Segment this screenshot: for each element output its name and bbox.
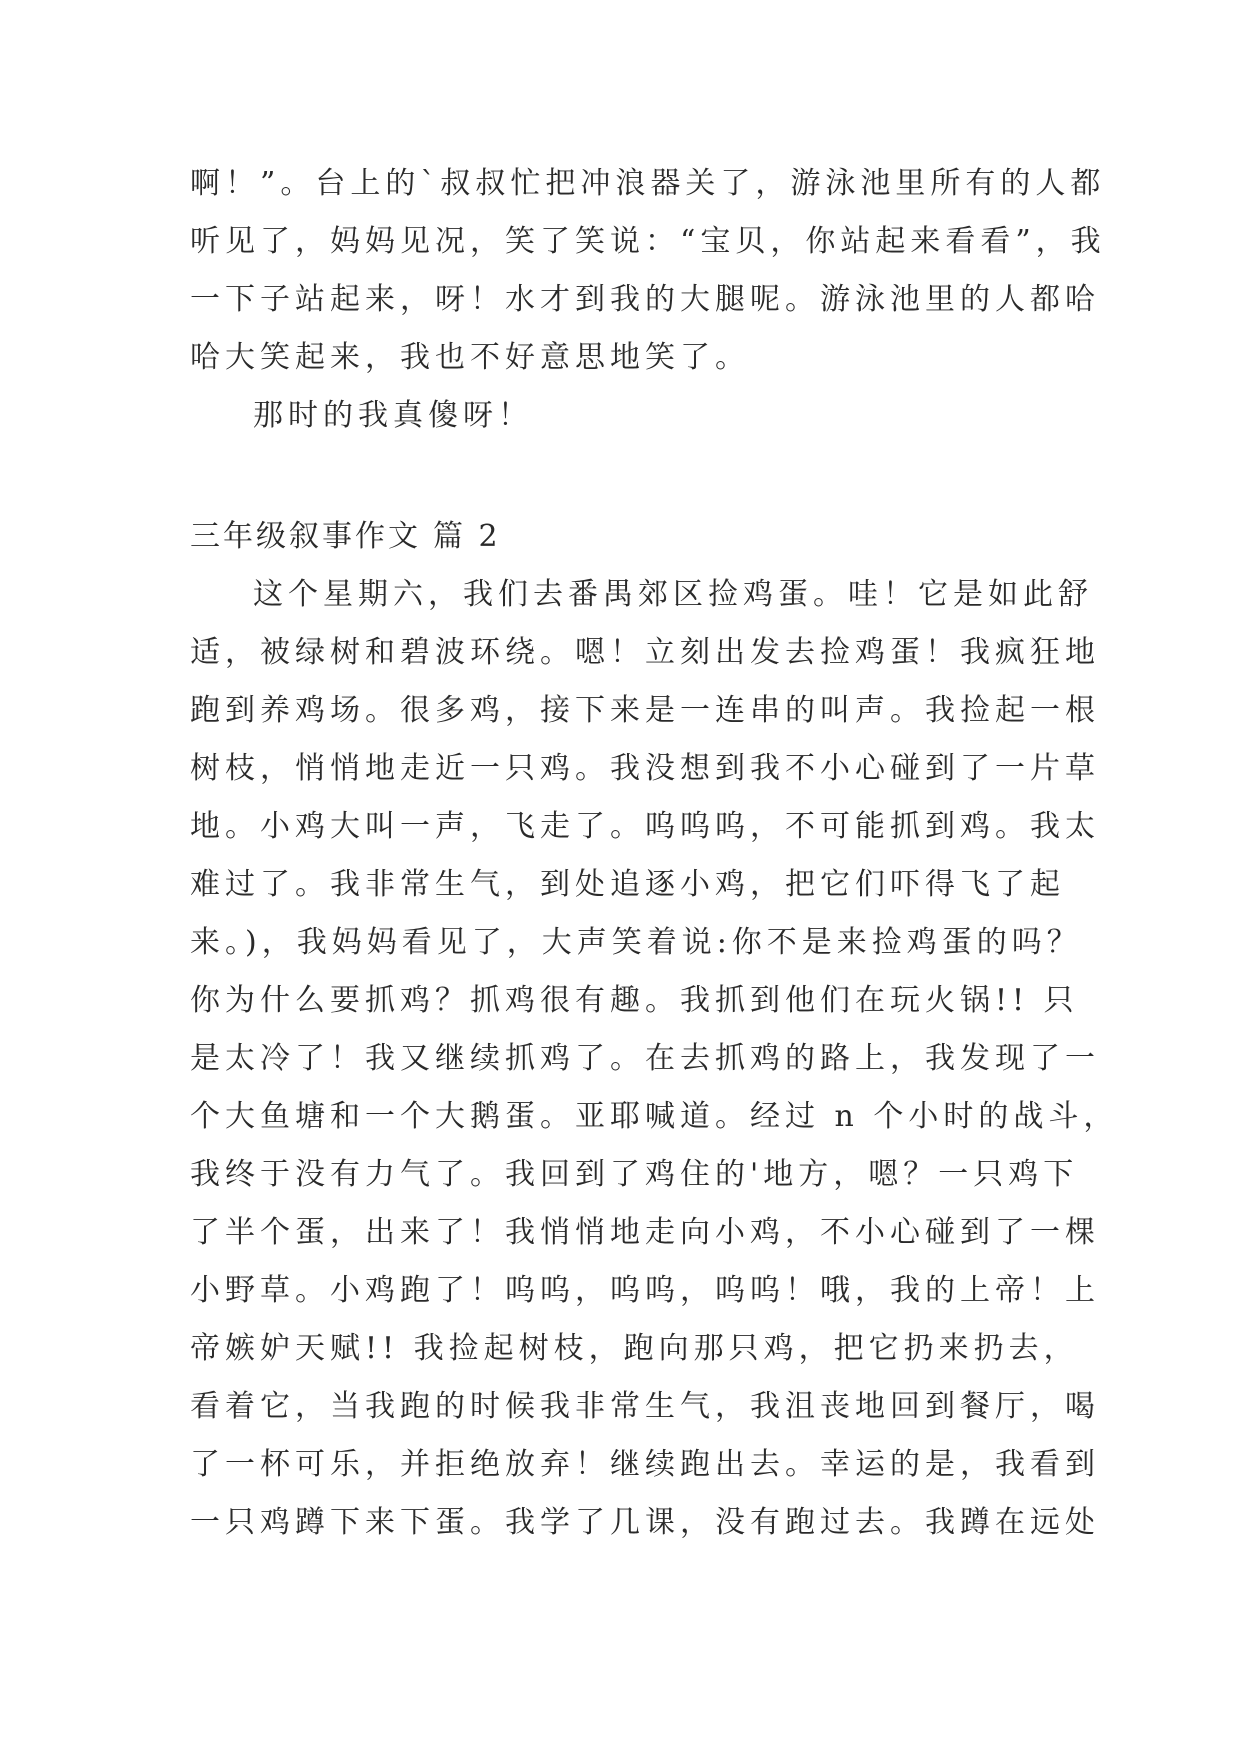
text-line: 这个星期六，我们去番禺郊区捡鸡蛋。哇！它是如此舒 <box>253 577 1093 612</box>
text-line: 跑到养鸡场。很多鸡，接下来是一连串的叫声。我捡起一根 <box>190 693 1100 728</box>
text-line: 适，被绿树和碧波环绕。嗯！立刻出发去捡鸡蛋！我疯狂地 <box>190 635 1100 670</box>
text-line: 难过了。我非常生气，到处追逐小鸡，把它们吓得飞了起 <box>190 867 1065 902</box>
text-line: 一只鸡蹲下来下蛋。我学了几课，没有跑过去。我蹲在远处 <box>190 1505 1100 1540</box>
text-line: 是太冷了！我又继续抓鸡了。在去抓鸡的路上，我发现了一 <box>190 1041 1100 1076</box>
text-line: 了半个蛋，出来了！我悄悄地走向小鸡，不小心碰到了一棵 <box>190 1215 1100 1250</box>
section1-paragraph <box>190 155 1106 445</box>
text-line: 你为什么要抓鸡？抓鸡很有趣。我抓到他们在玩火锅!! 只 <box>190 983 1079 1018</box>
text-line: 看着它，当我跑的时候我非常生气，我沮丧地回到餐厅，喝 <box>190 1389 1100 1424</box>
text-line: 了一杯可乐，并拒绝放弃！继续跑出去。幸运的是，我看到 <box>190 1447 1100 1482</box>
text-line: 我终于没有力气了。我回到了鸡住的'地方，嗯？一只鸡下 <box>190 1157 1079 1192</box>
text-line: 哈大笑起来，我也不好意思地笑了。 <box>190 340 750 375</box>
text-line: 来。)，我妈妈看见了，大声笑着说:你不是来捡鸡蛋的吗？ <box>190 925 1082 960</box>
text-line: 地。小鸡大叫一声，飞走了。呜呜呜，不可能抓到鸡。我太 <box>190 809 1100 844</box>
text-line: 帝嫉妒天赋!! 我捡起树枝，跑向那只鸡，把它扔来扔去， <box>190 1331 1079 1366</box>
text-line: 个大鱼塘和一个大鹅蛋。亚耶喊道。经过 n 个小时的战斗， <box>190 1099 1119 1134</box>
text-line: 树枝，悄悄地走近一只鸡。我没想到我不小心碰到了一片草 <box>190 751 1100 786</box>
section2-paragraph <box>190 566 1119 1552</box>
section-heading <box>190 508 1060 566</box>
text-line: 一下子站起来，呀！水才到我的大腿呢。游泳池里的人都哈 <box>190 282 1100 317</box>
text-line: 听见了，妈妈见况，笑了笑说：“宝贝，你站起来看看”，我 <box>190 224 1106 259</box>
section-title: 三年级叙事作文 <box>190 519 421 554</box>
text-line: 啊！”。台上的`叔叔忙把冲浪器关了，游泳池里所有的人都 <box>190 166 1106 201</box>
section-number: 篇 2 <box>433 519 501 554</box>
document-page <box>190 155 1119 1552</box>
text-line: 小野草。小鸡跑了！呜呜，呜呜，呜呜！哦，我的上帝！上 <box>190 1273 1100 1308</box>
closing-line: 那时的我真傻呀！ <box>253 398 533 433</box>
